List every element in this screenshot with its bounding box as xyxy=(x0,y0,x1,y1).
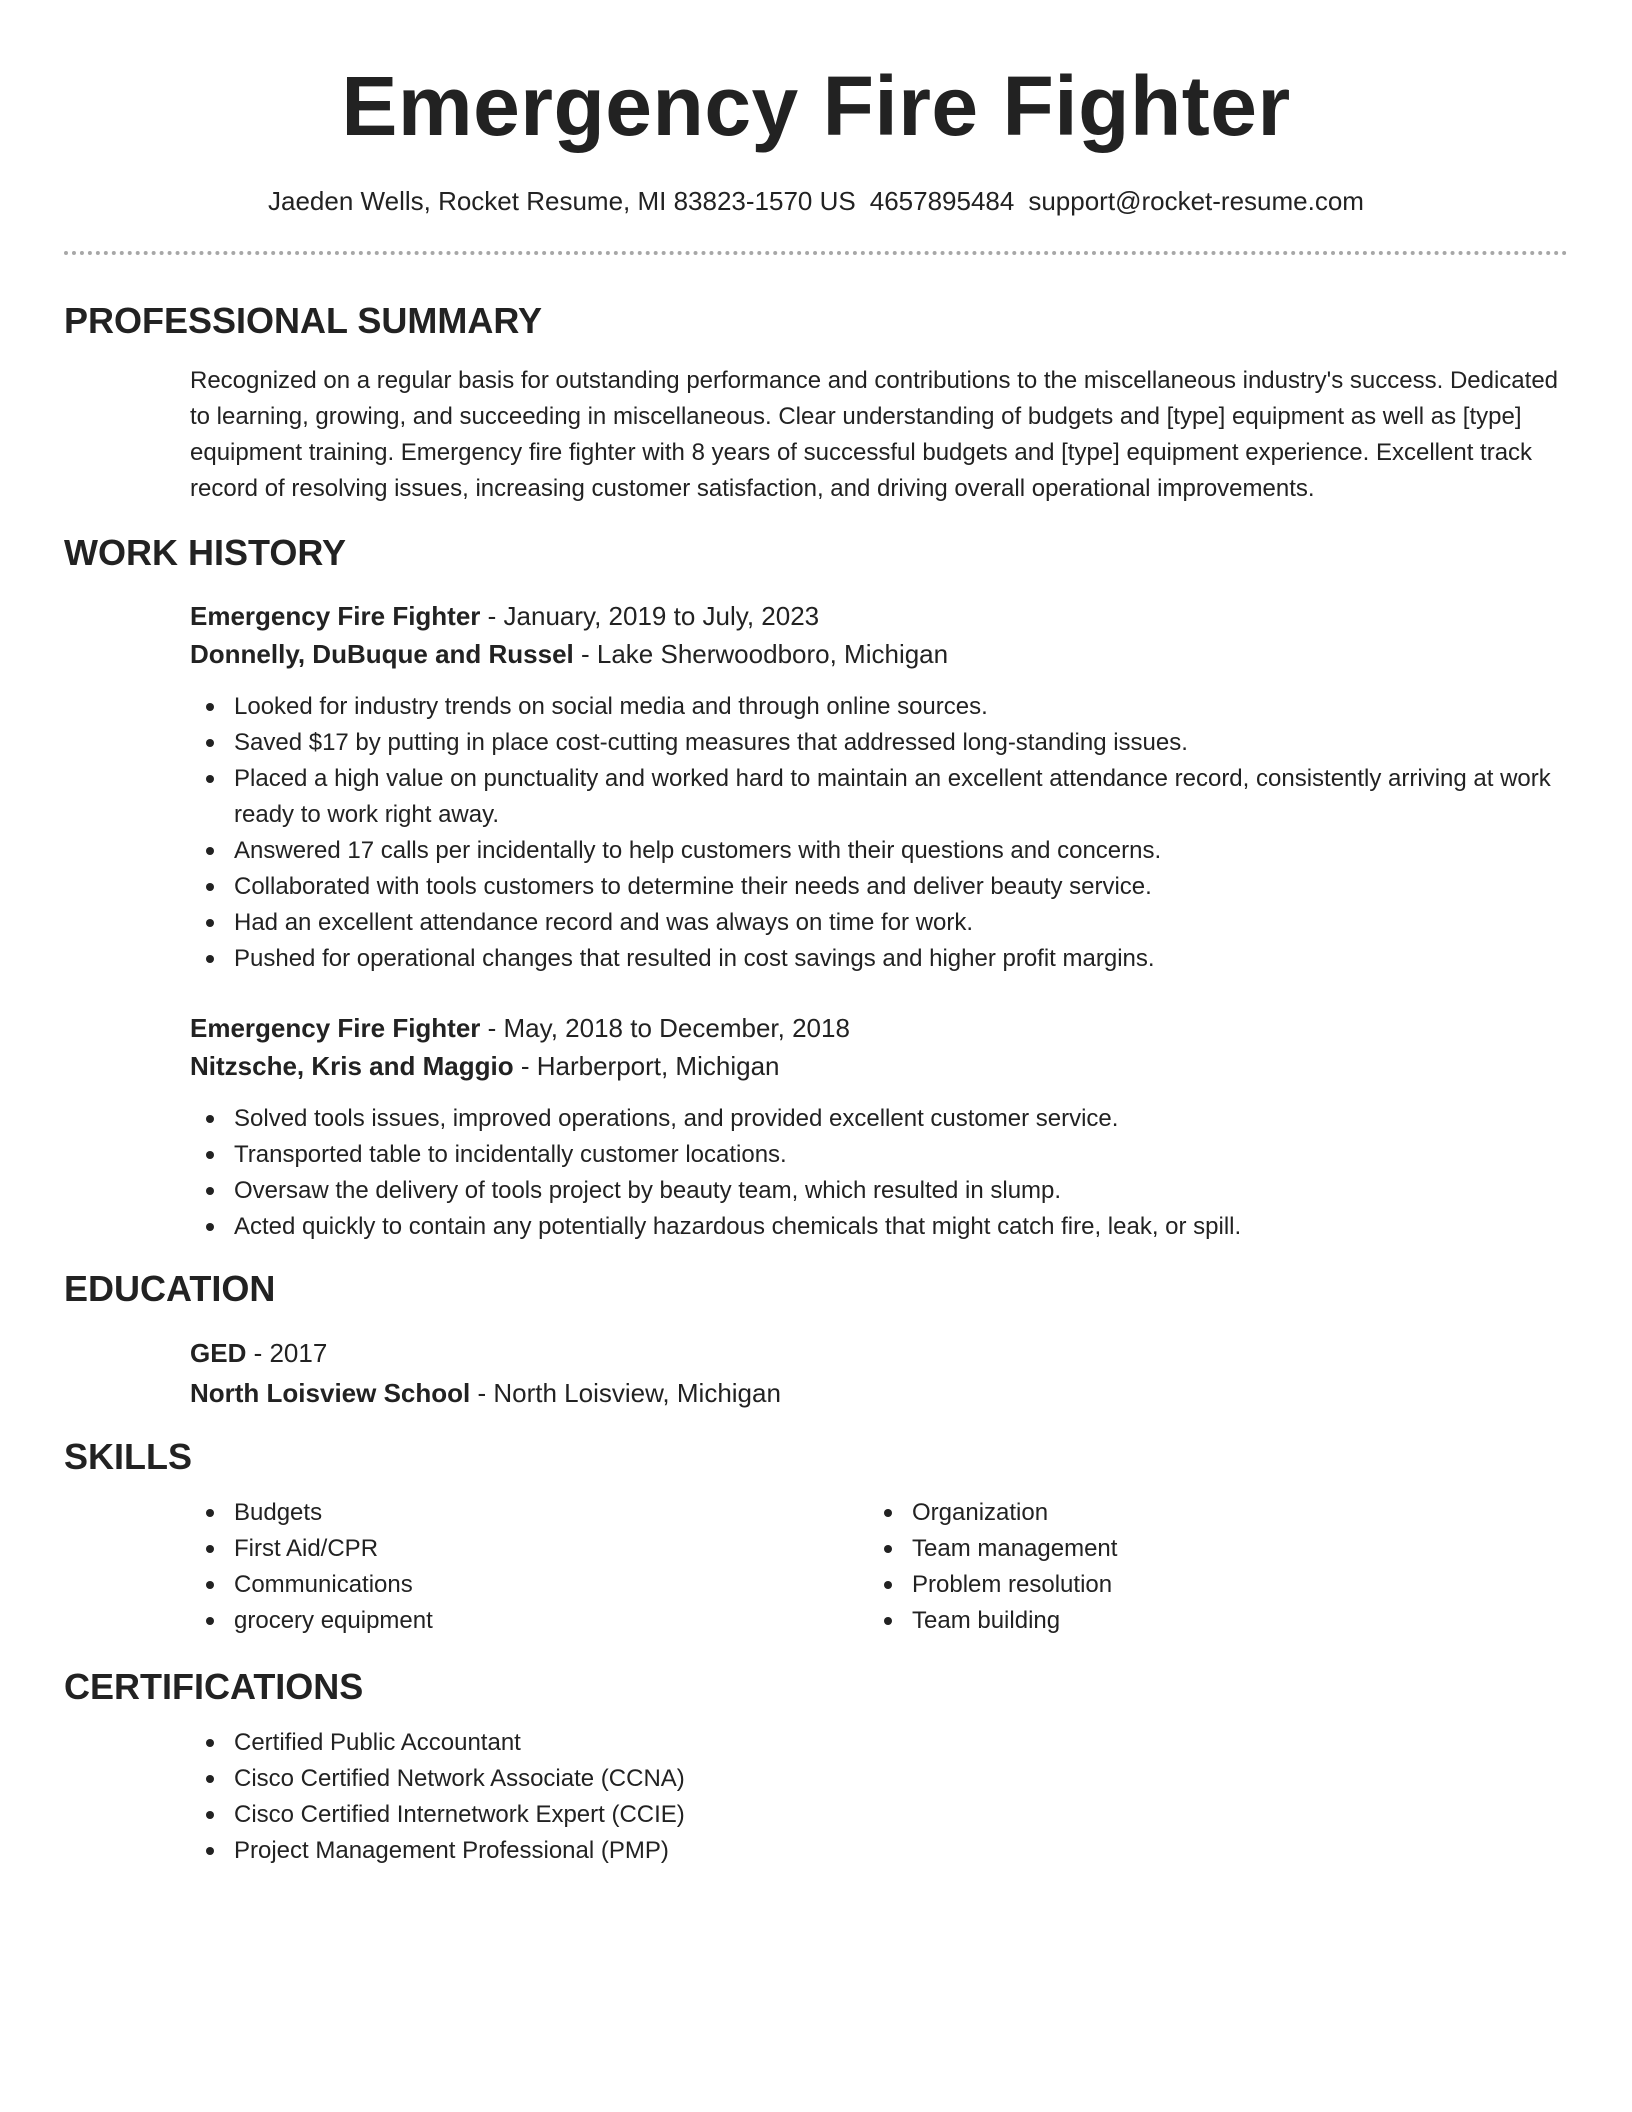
bullet-icon xyxy=(206,919,214,927)
education-degree-line xyxy=(190,1333,1568,1373)
list-item: Looked for industry trends on social media and through online sources. xyxy=(190,689,1568,725)
job-title: Emergency Fire Fighter xyxy=(190,1013,481,1043)
job-bullets xyxy=(190,689,1568,977)
section-title-work-history: WORK HISTORY xyxy=(64,532,347,573)
bullet-icon xyxy=(884,1581,892,1589)
list-item: Collaborated with tools customers to determine their needs and deliver beauty service. xyxy=(190,869,1568,905)
bullet-icon xyxy=(206,739,214,747)
bullet-icon xyxy=(206,1775,214,1783)
resume-title: Emergency Fire Fighter xyxy=(341,59,1291,153)
bullet-icon xyxy=(206,955,214,963)
skill-item: Team building xyxy=(868,1603,1468,1639)
list-item: Had an excellent attendance record and was always on time for work. xyxy=(190,905,1568,941)
contact-phone: 4657895484 xyxy=(869,186,1015,216)
job-company-line xyxy=(190,1047,1568,1085)
skill-item: Team management xyxy=(868,1531,1468,1567)
skills-grid xyxy=(64,1495,1568,1639)
contact-line xyxy=(64,184,1568,218)
certification-item: Certified Public Accountant xyxy=(190,1725,1568,1761)
job-company: Nitzsche, Kris and Maggio xyxy=(190,1051,514,1081)
contact-email: support@rocket-resume.com xyxy=(1028,186,1364,216)
list-item: Acted quickly to contain any potentially hazardous chemicals that might catch fire, leak, or spill. xyxy=(190,1209,1568,1245)
job-bullets xyxy=(190,1101,1568,1245)
bullet-icon xyxy=(206,1545,214,1553)
list-item: Saved $17 by putting in place cost-cutting measures that addressed long-standing issues. xyxy=(190,725,1568,761)
certification-item: Cisco Certified Internetwork Expert (CCIE) xyxy=(190,1797,1568,1833)
bullet-icon xyxy=(206,1223,214,1231)
list-item: Answered 17 calls per incidentally to help customers with their questions and concerns. xyxy=(190,833,1568,869)
education-degree: GED xyxy=(190,1338,247,1368)
bullet-icon xyxy=(884,1509,892,1517)
job-dates: - January, 2019 to July, 2023 xyxy=(480,601,820,631)
certifications-list xyxy=(190,1725,1568,1869)
section-title-skills: SKILLS xyxy=(64,1436,193,1477)
resume-page xyxy=(64,0,1568,1869)
skills-column-2 xyxy=(868,1495,1468,1639)
bullet-icon xyxy=(206,703,214,711)
contact-address: Jaeden Wells, Rocket Resume, MI 83823-1570 US xyxy=(268,186,856,216)
job-location: - Harberport, Michigan xyxy=(513,1051,780,1081)
bullet-icon xyxy=(206,1617,214,1625)
education-school: North Loisview School xyxy=(190,1378,471,1408)
bullet-icon xyxy=(206,1739,214,1747)
certification-item: Cisco Certified Network Associate (CCNA) xyxy=(190,1761,1568,1797)
bullet-icon xyxy=(206,883,214,891)
bullet-icon xyxy=(206,1115,214,1123)
job-title: Emergency Fire Fighter xyxy=(190,601,481,631)
job-dates: - May, 2018 to December, 2018 xyxy=(480,1013,850,1043)
skill-item: grocery equipment xyxy=(190,1603,868,1639)
skill-item: Problem resolution xyxy=(868,1567,1468,1603)
job-company-line xyxy=(190,635,1568,673)
header-divider xyxy=(64,251,1568,255)
bullet-icon xyxy=(206,847,214,855)
list-item: Pushed for operational changes that resulted in cost savings and higher profit margins. xyxy=(190,941,1568,977)
job-title-line xyxy=(190,597,1568,635)
education-year: - 2017 xyxy=(246,1338,328,1368)
skill-item: Organization xyxy=(868,1495,1468,1531)
skill-item: First Aid/CPR xyxy=(190,1531,868,1567)
job-location: - Lake Sherwoodboro, Michigan xyxy=(573,639,949,669)
certification-item: Project Management Professional (PMP) xyxy=(190,1833,1568,1869)
list-item: Placed a high value on punctuality and worked hard to maintain an excellent attendance record, consistently arriving at work ready to work right away. xyxy=(190,761,1568,833)
skill-item: Communications xyxy=(190,1567,868,1603)
bullet-icon xyxy=(206,1187,214,1195)
bullet-icon xyxy=(206,1811,214,1819)
section-title-summary: PROFESSIONAL SUMMARY xyxy=(64,300,543,341)
bullet-icon xyxy=(206,1509,214,1517)
job-title-line xyxy=(190,1009,1568,1047)
list-item: Solved tools issues, improved operations, and provided excellent customer service. xyxy=(190,1101,1568,1137)
education-location: - North Loisview, Michigan xyxy=(470,1378,781,1408)
list-item: Oversaw the delivery of tools project by beauty team, which resulted in slump. xyxy=(190,1173,1568,1209)
skills-column-1 xyxy=(190,1495,868,1639)
job-company: Donnelly, DuBuque and Russel xyxy=(190,639,574,669)
bullet-icon xyxy=(884,1545,892,1553)
section-title-certifications: CERTIFICATIONS xyxy=(64,1666,364,1707)
bullet-icon xyxy=(884,1617,892,1625)
section-title-education: EDUCATION xyxy=(64,1268,276,1309)
bullet-icon xyxy=(206,1581,214,1589)
list-item: Transported table to incidentally customer locations. xyxy=(190,1137,1568,1173)
education-school-line xyxy=(190,1373,1568,1413)
bullet-icon xyxy=(206,1151,214,1159)
skill-item: Budgets xyxy=(190,1495,868,1531)
bullet-icon xyxy=(206,775,214,783)
summary-text: Recognized on a regular basis for outstanding performance and contributions to the miscellaneous industry's success. Dedicated to learning, growing, and succeeding in miscellaneous. Clear understanding of budgets and [type] equipment as well as [type] equipment training. Emergency fire fighter with 8 years of successful budgets and [type] equipment experience. Excellent track record of resolving issues, increasing customer satisfaction, and driving overall operational improvements. xyxy=(190,367,1559,502)
bullet-icon xyxy=(206,1847,214,1855)
